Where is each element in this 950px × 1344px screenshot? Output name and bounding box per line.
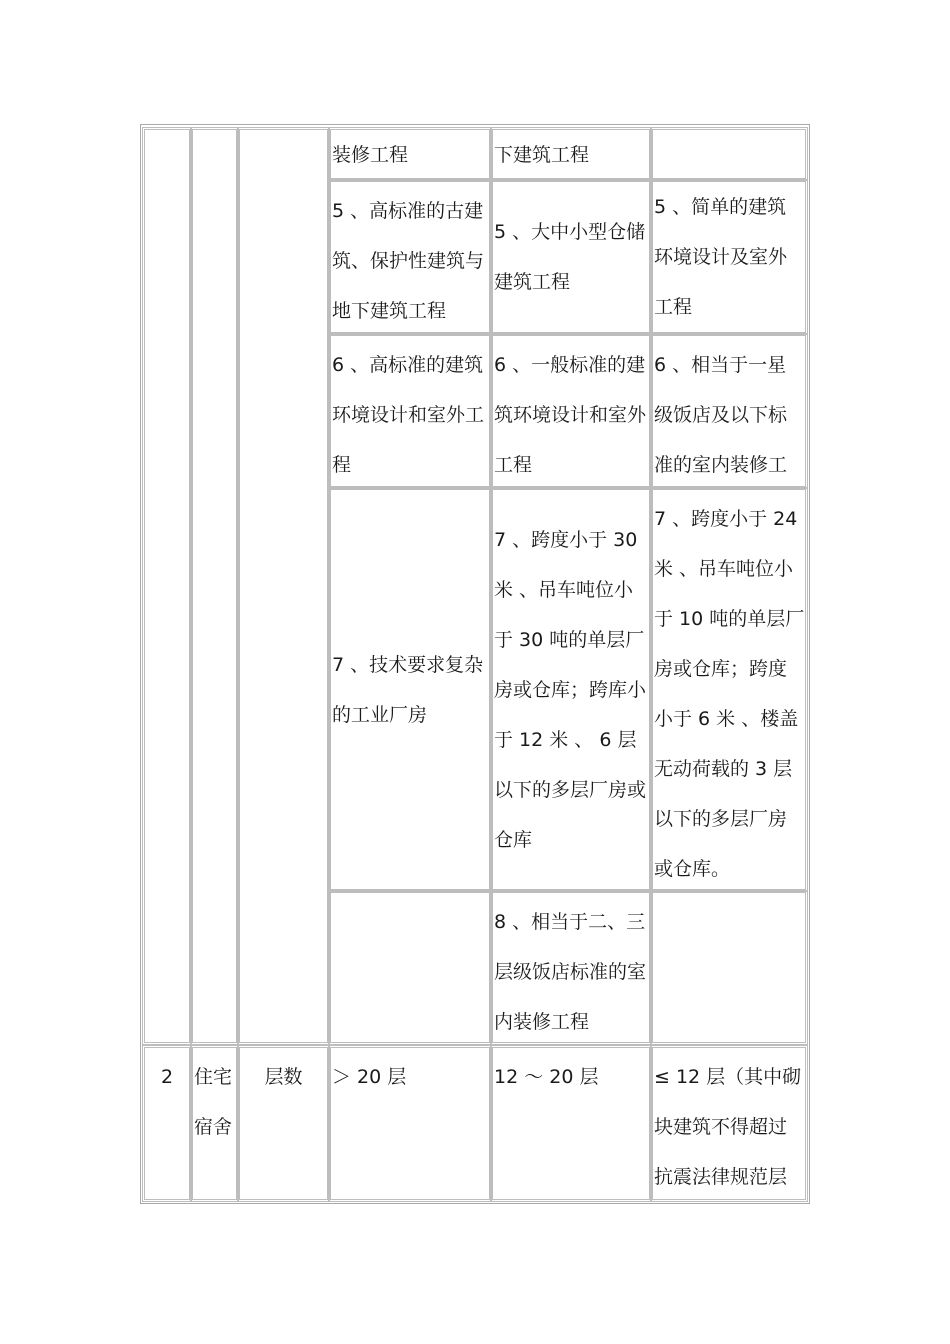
table-row: [328, 890, 492, 1045]
table-cell-indicator: 层数: [237, 1045, 330, 1202]
table-cell-grade1: 7 、技术要求复杂的工业厂房: [332, 653, 484, 726]
table-cell-grade3: 7 、跨度小于 24 米 、吊车吨位小于 10 吨的单层厂房或仓库；跨度小于 6 米 、楼盖无动荷载的 3 层以下的多层厂房或仓库。: [654, 508, 805, 880]
table-cell-grade1: 5 、高标准的古建筑、保护性建筑与地下建筑工程: [332, 200, 485, 322]
table-cell-grade3: 5 、简单的建筑环境设计及室外工程: [654, 196, 788, 318]
table-cell-number-empty: [142, 127, 192, 1045]
table-row: [650, 487, 808, 892]
table-cell-grade1: ＞ 20 层: [328, 1045, 492, 1202]
table-cell-number: 2: [142, 1045, 192, 1202]
table-row: [650, 333, 808, 489]
table-row: [490, 890, 652, 1045]
table-cell-grade2: 7 、跨度小于 30 米 、吊车吨位小于 30 吨的单层厂房或仓库；跨库小于 12 米 、 6 层以下的多层厂房或仓库: [494, 528, 647, 851]
table-cell-type-empty: [190, 127, 239, 1045]
table-row: [328, 179, 492, 335]
table-cell-indicator-empty: [237, 127, 330, 1045]
table-cell-grade1: 装修工程: [332, 144, 409, 166]
table-row: [490, 487, 652, 892]
table-cell-grade2: 5 、大中小型仓储建筑工程: [494, 221, 646, 293]
table-cell-building-type: 住宅宿舍: [190, 1045, 239, 1202]
table-row: [490, 333, 652, 489]
table-cell-grade2: 8 、相当于二、三层级饭店标准的室内装修工程: [494, 911, 647, 1033]
table-cell-grade2: 12 ～ 20 层: [490, 1045, 652, 1202]
table-cell-grade3: ≤ 12 层（其中砌块建筑不得超过抗震法律规范层: [650, 1045, 808, 1202]
table-row: [328, 127, 492, 181]
table-cell-grade3: 6 、相当于一星级饭店及以下标准的室内装修工: [654, 354, 788, 476]
table-cell-grade2: 6 、一般标准的建筑环境设计和室外工程: [494, 354, 647, 476]
table-row: [328, 487, 492, 892]
table-row: [490, 127, 652, 181]
table-cell-grade1: 6 、高标准的建筑环境设计和室外工程: [332, 354, 485, 476]
table-row: [650, 890, 808, 1045]
table-row: [650, 127, 808, 181]
table-row: [650, 179, 808, 335]
table-row: [490, 179, 652, 335]
table-cell-grade2: 下建筑工程: [494, 144, 590, 166]
table-row: [328, 333, 492, 489]
